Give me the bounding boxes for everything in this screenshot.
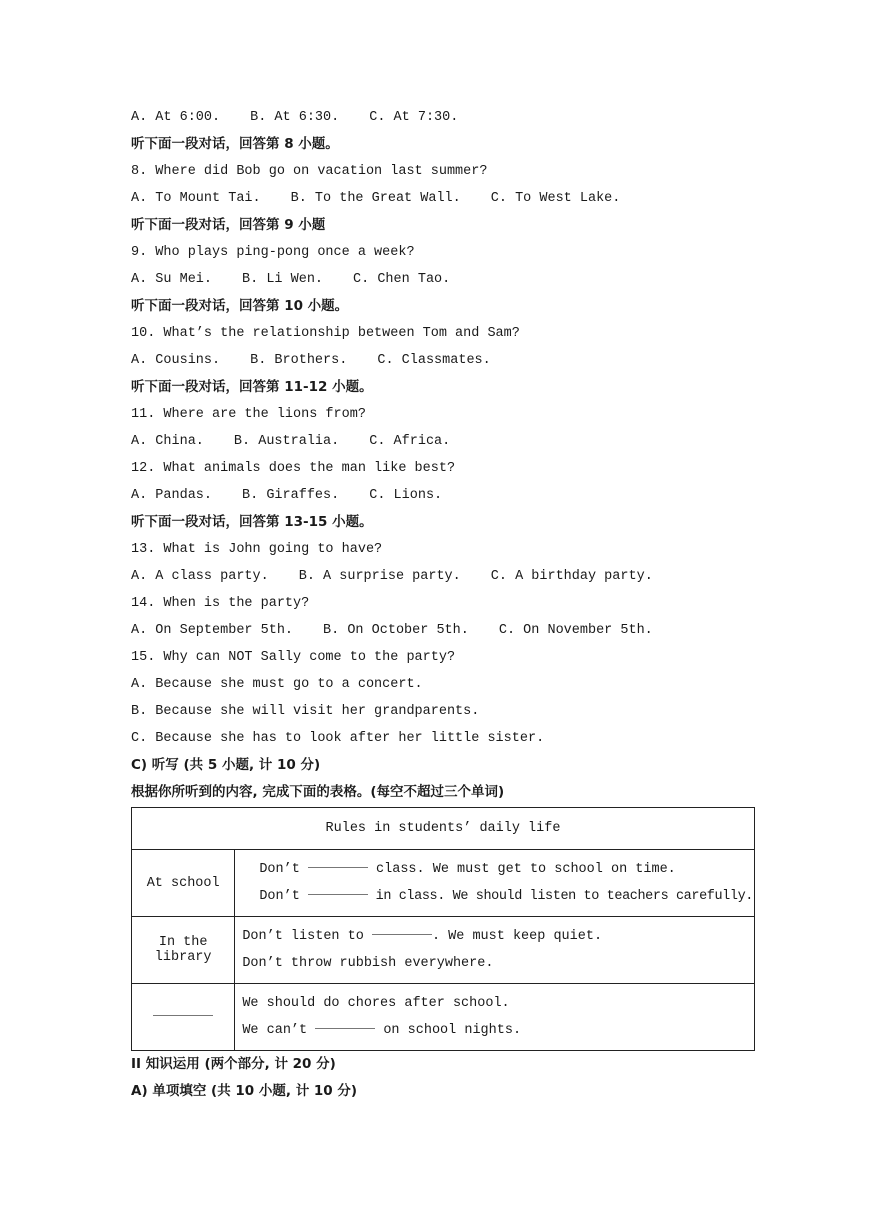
answer-option: C. Africa. [369,434,451,449]
answer-blank[interactable] [153,1015,213,1016]
answer-option: B. A surprise party. [298,569,461,584]
answer-option: B. On October 5th. [323,623,469,638]
question-text: B. Because she will visit her grandparents. [131,704,480,719]
answer-option: B. To the Great Wall. [290,191,461,206]
answer-blank[interactable] [308,867,368,868]
listening-questions [131,104,755,806]
rule-text: Don’t throw rubbish everywhere. [242,956,494,971]
answer-options [131,428,755,455]
exam-page [131,104,755,1105]
answer-option: A. China. [131,434,204,449]
section-heading: II 知识运用 (两个部分, 计 20 分) [131,1056,336,1072]
section-heading: 根据你所听到的内容, 完成下面的表格。(每空不超过三个单词) [131,784,505,800]
section-heading: 听下面一段对话，回答第 8 小题。 [131,136,339,152]
rule-text: on school nights. [375,1023,522,1038]
section-heading: C) 听写 (共 5 小题, 计 10 分) [131,757,321,773]
row-category [132,984,235,1051]
answer-option: C. At 7:30. [369,110,459,125]
answer-options [131,617,755,644]
answer-blank[interactable] [308,894,368,895]
section-heading: 听下面一段对话，回答第 11-12 小题。 [131,379,373,395]
rule-text: . We must keep quiet. [431,929,603,944]
row-rules [235,917,755,984]
answer-options [131,347,755,374]
row-category: At school [132,850,235,917]
rule-text: Don’t [259,862,308,877]
answer-option: C. A birthday party. [490,569,653,584]
answer-option: A. Cousins. [131,353,221,368]
rule-text: Don’t listen to [242,929,372,944]
rules-table [131,807,755,1051]
question-text: 9. Who plays ping-pong once a week? [131,245,415,260]
section-heading: 听下面一段对话，回答第 13-15 小题。 [131,514,373,530]
question-text: 11. Where are the lions from? [131,407,366,422]
answer-option: C. Classmates. [377,353,491,368]
answer-options [131,104,755,131]
section-heading: A) 单项填空 (共 10 小题, 计 10 分) [131,1083,358,1099]
answer-option: A. Su Mei. [131,272,213,287]
answer-option: B. Brothers. [250,353,348,368]
rule-line [242,950,753,977]
answer-options [131,563,755,590]
answer-option: A. A class party. [131,569,269,584]
question-text: 14. When is the party? [131,596,310,611]
rule-line [242,1017,753,1044]
question-text: 12. What animals does the man like best? [131,461,456,476]
row-rules [235,850,755,917]
rule-line [259,883,753,910]
answer-option: B. Giraffes. [242,488,340,503]
answer-option: B. At 6:30. [250,110,340,125]
section-heading: 听下面一段对话，回答第 9 小题 [131,217,326,233]
question-text: 15. Why can NOT Sally come to the party? [131,650,456,665]
section-headings [131,1051,755,1105]
section-heading: 听下面一段对话，回答第 10 小题。 [131,298,349,314]
answer-options [131,482,755,509]
rule-line [242,923,753,950]
table-title: Rules in students’ daily life [132,808,755,850]
answer-option: B. Australia. [233,434,340,449]
table-row [132,984,755,1051]
rule-text: class. We must get to school on time. [367,862,676,877]
question-text: 8. Where did Bob go on vacation last summer? [131,164,488,179]
answer-options [131,266,755,293]
rule-text: We should do chores after school. [242,996,510,1011]
question-text: C. Because she has to look after her little sister. [131,731,545,746]
answer-options [131,185,755,212]
answer-blank[interactable] [372,934,432,935]
rule-line [259,856,753,883]
answer-option: A. On September 5th. [131,623,294,638]
rule-text: Don’t [259,889,308,904]
answer-option: C. Lions. [369,488,443,503]
answer-option: C. To West Lake. [490,191,621,206]
question-text: 10. What’s the relationship between Tom and Sam? [131,326,520,341]
question-text: A. Because she must go to a concert. [131,677,423,692]
table-row [132,850,755,917]
answer-option: A. At 6:00. [131,110,221,125]
answer-option: A. To Mount Tai. [131,191,261,206]
answer-option: C. Chen Tao. [353,272,451,287]
rule-text: We can’t [242,1023,316,1038]
row-rules [235,984,755,1051]
answer-option: B. Li Wen. [242,272,324,287]
rule-text: in class. We should listen to teachers carefully. [367,889,753,904]
answer-option: C. On November 5th. [498,623,653,638]
rule-line [242,990,753,1017]
table-row [132,917,755,984]
question-text: 13. What is John going to have? [131,542,383,557]
answer-option: A. Pandas. [131,488,213,503]
row-category: In the library [132,917,235,984]
answer-blank[interactable] [315,1028,375,1029]
